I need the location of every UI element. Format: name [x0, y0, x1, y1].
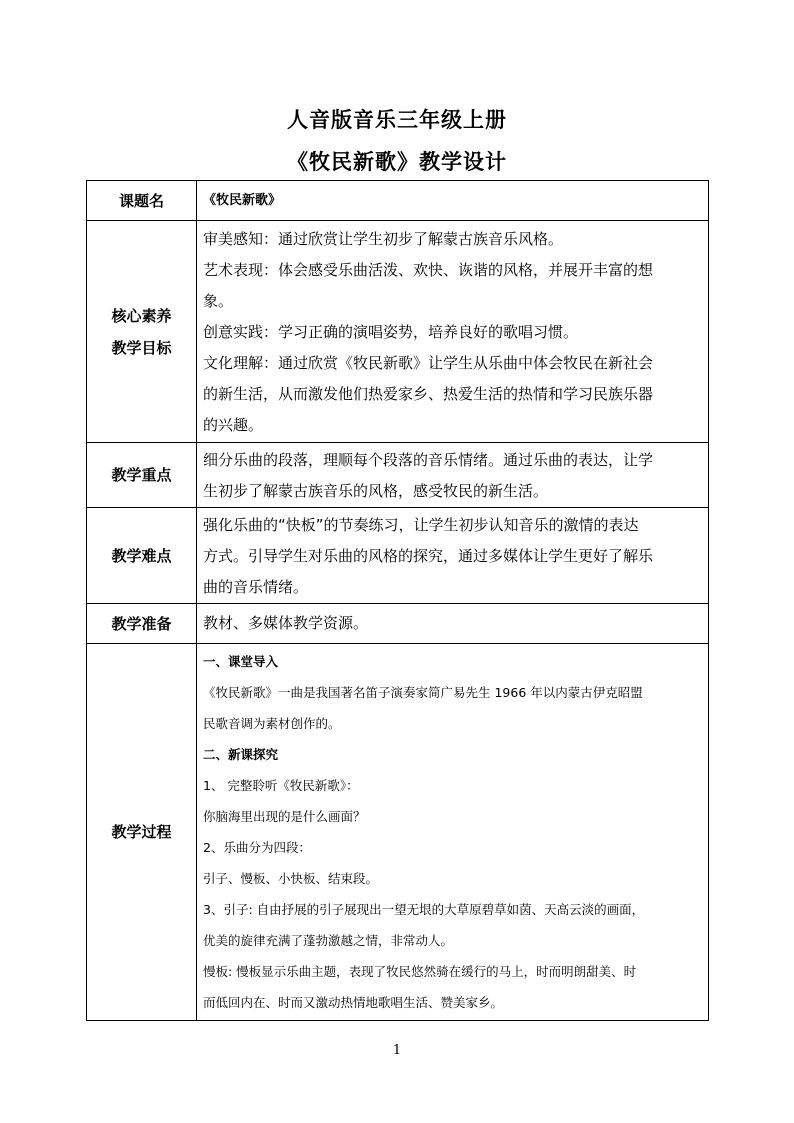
- text-line: 优美的旋律充满了蓬勃激越之情，非常动人。: [203, 933, 454, 948]
- text-line: 的兴趣。: [203, 416, 264, 434]
- text-line: 慢板: 慢板显示乐曲主题，表现了牧民悠然骑在缓行的马上，时而明朗甜美、时: [203, 964, 637, 979]
- table-row-key-points: [87, 443, 709, 508]
- row-content-core-goals: [197, 221, 709, 443]
- text-line: 曲的音乐情绪。: [203, 578, 309, 596]
- row-content-difficulties: [197, 508, 709, 604]
- table-row-difficulties: [87, 508, 709, 604]
- topic-value: 《牧民新歌》: [203, 193, 282, 208]
- text-line: 文化理解：通过欣赏《牧民新歌》让学生从乐曲中体会牧民在新社会: [203, 354, 654, 372]
- text-line: 细分乐曲的段落，理顺每个段落的音乐情绪。通过乐曲的表达，让学: [203, 451, 654, 469]
- row-label-process: [87, 644, 197, 1021]
- row-label-text: 教学准备: [111, 614, 172, 633]
- text-line: 创意实践：学习正确的演唱姿势，培养良好的歌唱习惯。: [203, 323, 579, 341]
- text-line: 2、乐曲分为四段：: [203, 840, 311, 855]
- preparation-value: 教材、多媒体教学资源。: [203, 614, 369, 632]
- table-row-process: [87, 644, 709, 1021]
- text-line: 强化乐曲的“快板”的节奏练习，让学生初步认知音乐的激情的表达: [203, 516, 639, 534]
- text-line: 你脑海里出现的是什么画面？: [203, 809, 366, 824]
- row-label-core-goals: [87, 221, 197, 443]
- table-row-topic: [87, 181, 709, 221]
- text-line: 生初步了解蒙古族音乐的风格，感受牧民的新生活。: [203, 482, 549, 500]
- text-line: 《牧民新歌》一曲是我国著名笛子演奏家简广易先生 1966 年以内蒙古伊克昭盟: [203, 685, 643, 700]
- document-title-line2: 《牧民新歌》教学设计: [287, 150, 507, 174]
- table-row-core-goals: [87, 221, 709, 443]
- row-label-text-line2: 教学目标: [111, 338, 172, 357]
- text-line: 审美感知：通过欣赏让学生初步了解蒙古族音乐风格。: [203, 230, 564, 248]
- row-label-difficulties: [87, 508, 197, 604]
- row-label-text: 教学难点: [111, 546, 172, 565]
- row-label-topic: [87, 181, 197, 221]
- text-line: 民歌音调为素材创作的。: [203, 716, 341, 731]
- text-line: 方式。引导学生对乐曲的风格的探究，通过多媒体让学生更好了解乐: [203, 547, 654, 565]
- row-content-process: [197, 644, 709, 1021]
- text-line: 3、引子: 自由抒展的引子展现出一望无垠的大草原碧草如茵、天高云淡的画面，: [203, 902, 645, 917]
- row-content-key-points: [197, 443, 709, 508]
- text-line: 1、 完整聆听《牧民新歌》：: [203, 778, 359, 793]
- document-title-line1: 人音版音乐三年级上册: [287, 108, 507, 132]
- table-row-preparation: [87, 604, 709, 644]
- text-line: 艺术表现：体会感受乐曲活泼、欢快、诙谐的风格，并展开丰富的想: [203, 261, 654, 279]
- row-content-preparation: [197, 604, 709, 644]
- text-line: 的新生活，从而激发他们热爱家乡、热爱生活的热情和学习民族乐器: [203, 385, 654, 403]
- page-number: 1: [392, 1043, 402, 1058]
- text-line: 而低回内在、时而又激动热情地歌唱生活、赞美家乡。: [203, 995, 504, 1010]
- text-line: 引子、慢板、小快板、结束段。: [203, 871, 379, 886]
- section-heading: 二、新课探究: [203, 747, 279, 762]
- row-content-topic: [197, 181, 709, 221]
- text-line: 象。: [203, 292, 234, 310]
- section-heading: 一、课堂导入: [203, 654, 279, 669]
- row-label-text: 课题名: [118, 191, 164, 210]
- row-label-preparation: [87, 604, 197, 644]
- row-label-text: 教学过程: [111, 823, 172, 841]
- row-label-key-points: [87, 443, 197, 508]
- row-label-text-line1: 核心素养: [111, 306, 172, 325]
- row-label-text: 教学重点: [111, 466, 172, 484]
- lesson-plan-table: [86, 180, 709, 1021]
